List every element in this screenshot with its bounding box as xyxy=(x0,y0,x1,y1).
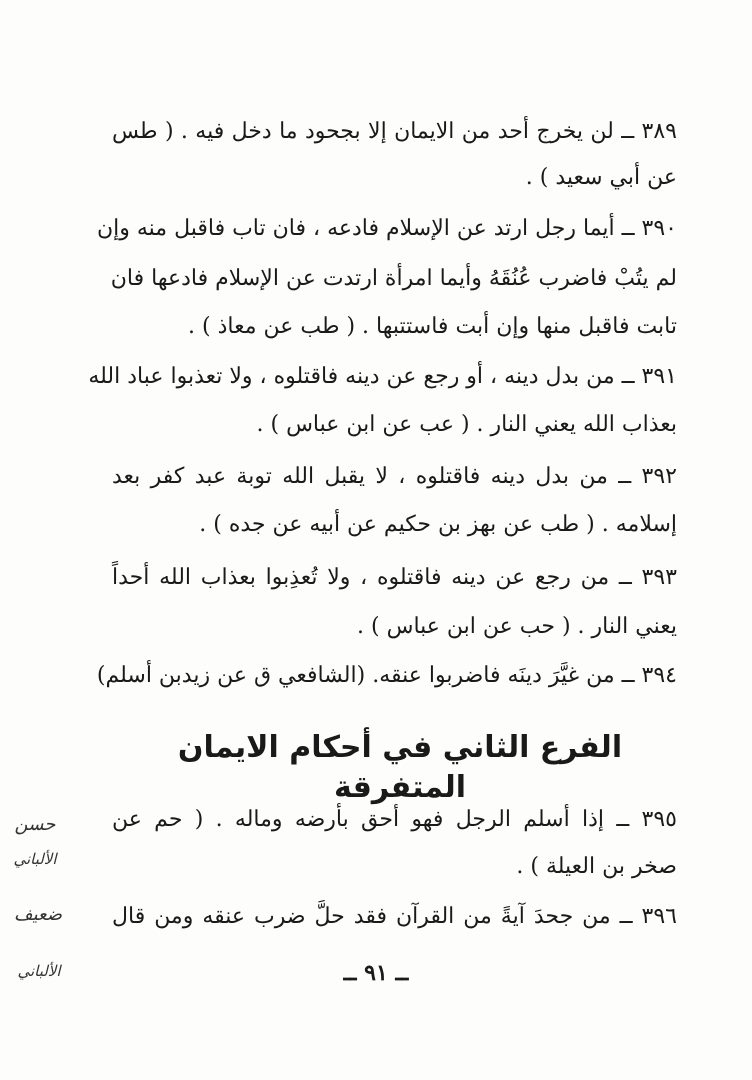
hadith-393-line-1: ٣٩٣ ــ من رجع عن دينه فاقتلوه ، ولا تُعذِبوا بعذاب الله أحداً xyxy=(112,565,677,590)
hadith-396-line-1: ٣٩٦ ــ من جحدَ آيةً من القرآن فقد حلَّ ضرب عنقه ومن قال xyxy=(112,904,677,929)
section-heading: الفرع الثاني في أحكام الايمان المتفرقة xyxy=(177,730,623,805)
hadith-390-line-2: لم يتُبْ فاضرب عُنُقَهُ وأيما امرأة ارتدت عن الإسلام فادعها فان xyxy=(110,266,677,291)
hadith-395-line-2: صخر بن العيلة ) . xyxy=(516,854,677,879)
hadith-389-line-2: عن أبي سعيد ) . xyxy=(525,165,677,190)
hadith-393-line-2: يعني النار . ( حب عن ابن عباس ) . xyxy=(357,614,677,639)
margin-note-395-grade: حسن xyxy=(14,814,56,835)
margin-note-395-source: الألباني xyxy=(13,850,57,868)
hadith-390-line-3: تابت فاقبل منها وإن أبت فاستتبها . ( طب عن معاذ ) . xyxy=(188,314,677,339)
hadith-390-line-1: ٣٩٠ ــ أيما رجل ارتد عن الإسلام فادعه ، فان تاب فاقبل منه وإن xyxy=(96,216,677,241)
hadith-395-line-1: ٣٩٥ ــ إذا أسلم الرجل فهو أحق بأرضه وماله . ( حم عن xyxy=(112,807,677,832)
page-number: ــ ٩١ ــ xyxy=(343,960,409,986)
hadith-391-line-2: بعذاب الله يعني النار . ( عب عن ابن عباس ) . xyxy=(256,412,677,437)
hadith-392-line-2: إسلامه . ( طب عن بهز بن حكيم عن أبيه عن جده ) . xyxy=(199,512,677,537)
hadith-394-line-1: ٣٩٤ ــ من غيَّرَ دينَه فاضربوا عنقه. (الشافعي ق عن زيدبن أسلم) xyxy=(96,663,677,688)
hadith-389-line-1: ٣٨٩ ــ لن يخرج أحد من الايمان إلا بجحود ما دخل فيه . ( طس xyxy=(112,119,677,144)
margin-note-396-source: الألباني xyxy=(17,962,61,980)
hadith-392-line-1: ٣٩٢ ــ من بدل دينه فاقتلوه ، لا يقبل الله توبة عبد كفر بعد xyxy=(112,464,677,489)
hadith-391-line-1: ٣٩١ ــ من بدل دينه ، أو رجع عن دينه فاقتلوه ، ولا تعذبوا عباد الله xyxy=(88,364,677,389)
margin-note-396-grade: ضعيف xyxy=(13,904,63,925)
